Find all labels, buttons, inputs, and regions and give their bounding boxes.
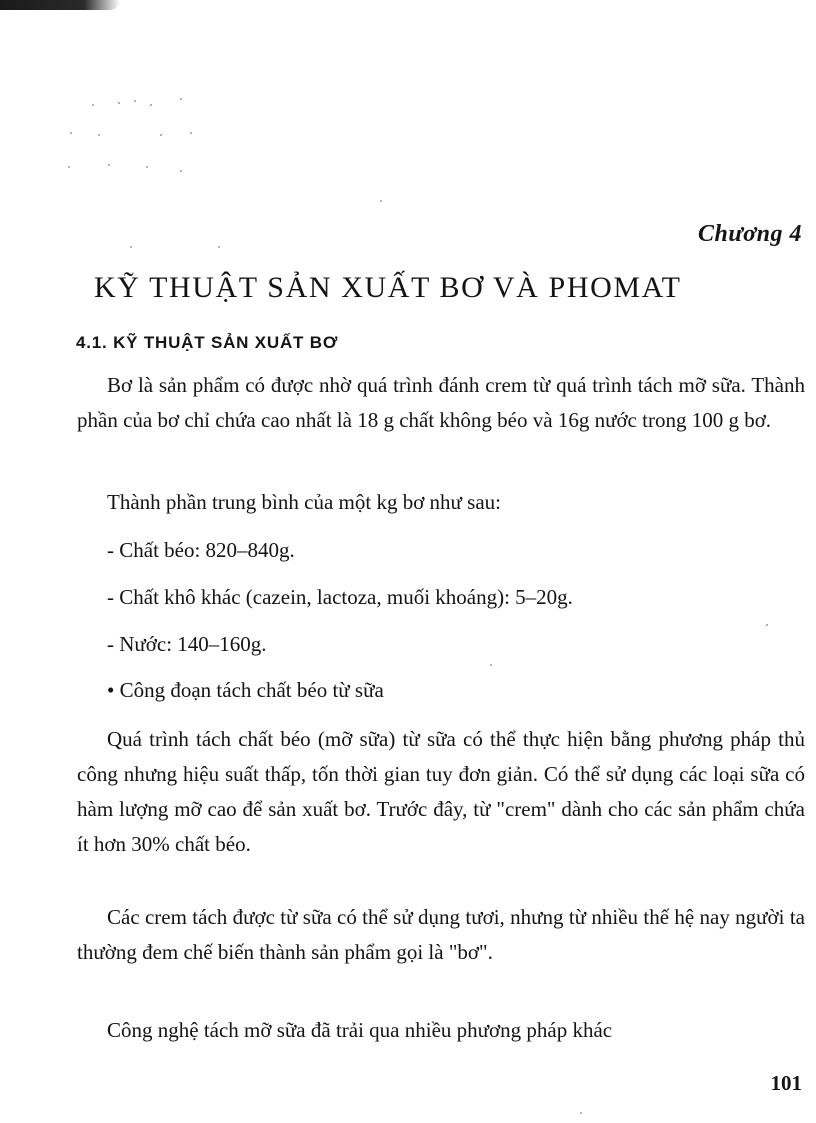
scan-speck <box>108 164 110 166</box>
paragraph-technology: Công nghệ tách mỡ sữa đã trải qua nhiều phương pháp khác <box>107 1018 613 1042</box>
paragraph-intro: Bơ là sản phẩm có được nhờ quá trình đánh crem từ quá trình tách mỡ sữa. Thành phần của bơ chỉ chứa cao nhất là 18 g chất không béo và 16g nước trong 100 g bơ. <box>77 373 805 432</box>
paragraph-cream-usage: Các crem tách được từ sữa có thể sử dụng tươi, nhưng từ nhiều thế hệ nay người ta thường đem chế biến thành sản phẩm gọi là "bơ". <box>77 905 805 964</box>
chapter-label: Chương 4 <box>698 221 802 247</box>
scan-speck <box>98 134 100 136</box>
list-item: - Chất khô khác (cazein, lactoza, muối khoáng): 5–20g. <box>107 585 573 609</box>
section-heading: 4.1. KỸ THUẬT SẢN XUẤT BƠ <box>76 333 339 352</box>
scan-speck <box>190 132 192 134</box>
scan-speck <box>580 1112 582 1114</box>
scan-speck <box>180 98 182 100</box>
scan-speck <box>146 166 148 168</box>
scan-edge-mark <box>0 0 120 10</box>
scan-speck <box>766 624 768 626</box>
paragraph-separation: Quá trình tách chất béo (mỡ sữa) từ sữa có thể thực hiện bằng phương pháp thủ công nhưng hiệu suất thấp, tốn thời gian tuy đơn giản. Có thể sử dụng các loại sữa có hàm lượng mỡ cao để sản xuất bơ. Trước đây, từ "crem" dành cho các sản phẩm chứa ít hơn 30% chất béo. <box>77 727 805 856</box>
scan-speck <box>130 246 132 248</box>
scan-speck <box>490 664 492 666</box>
scan-speck <box>180 170 182 172</box>
scan-speck <box>134 100 136 102</box>
stage-bullet: • Công đoạn tách chất béo từ sữa <box>107 678 384 702</box>
scan-speck <box>160 134 162 136</box>
scan-speck <box>70 132 72 134</box>
list-item: - Nước: 140–160g. <box>107 632 267 656</box>
scan-speck <box>68 166 70 168</box>
scan-speck <box>92 104 94 106</box>
scan-speck <box>218 246 220 248</box>
scan-speck <box>380 200 382 202</box>
page-number: 101 <box>770 1071 802 1095</box>
scan-speck <box>118 102 120 104</box>
paragraph-composition-intro: Thành phần trung bình của một kg bơ như sau: <box>107 490 502 514</box>
chapter-title: KỸ THUẬT SẢN XUẤT BƠ VÀ PHOMAT <box>94 271 682 304</box>
scan-speck <box>150 104 152 106</box>
list-item: - Chất béo: 820–840g. <box>107 538 295 562</box>
